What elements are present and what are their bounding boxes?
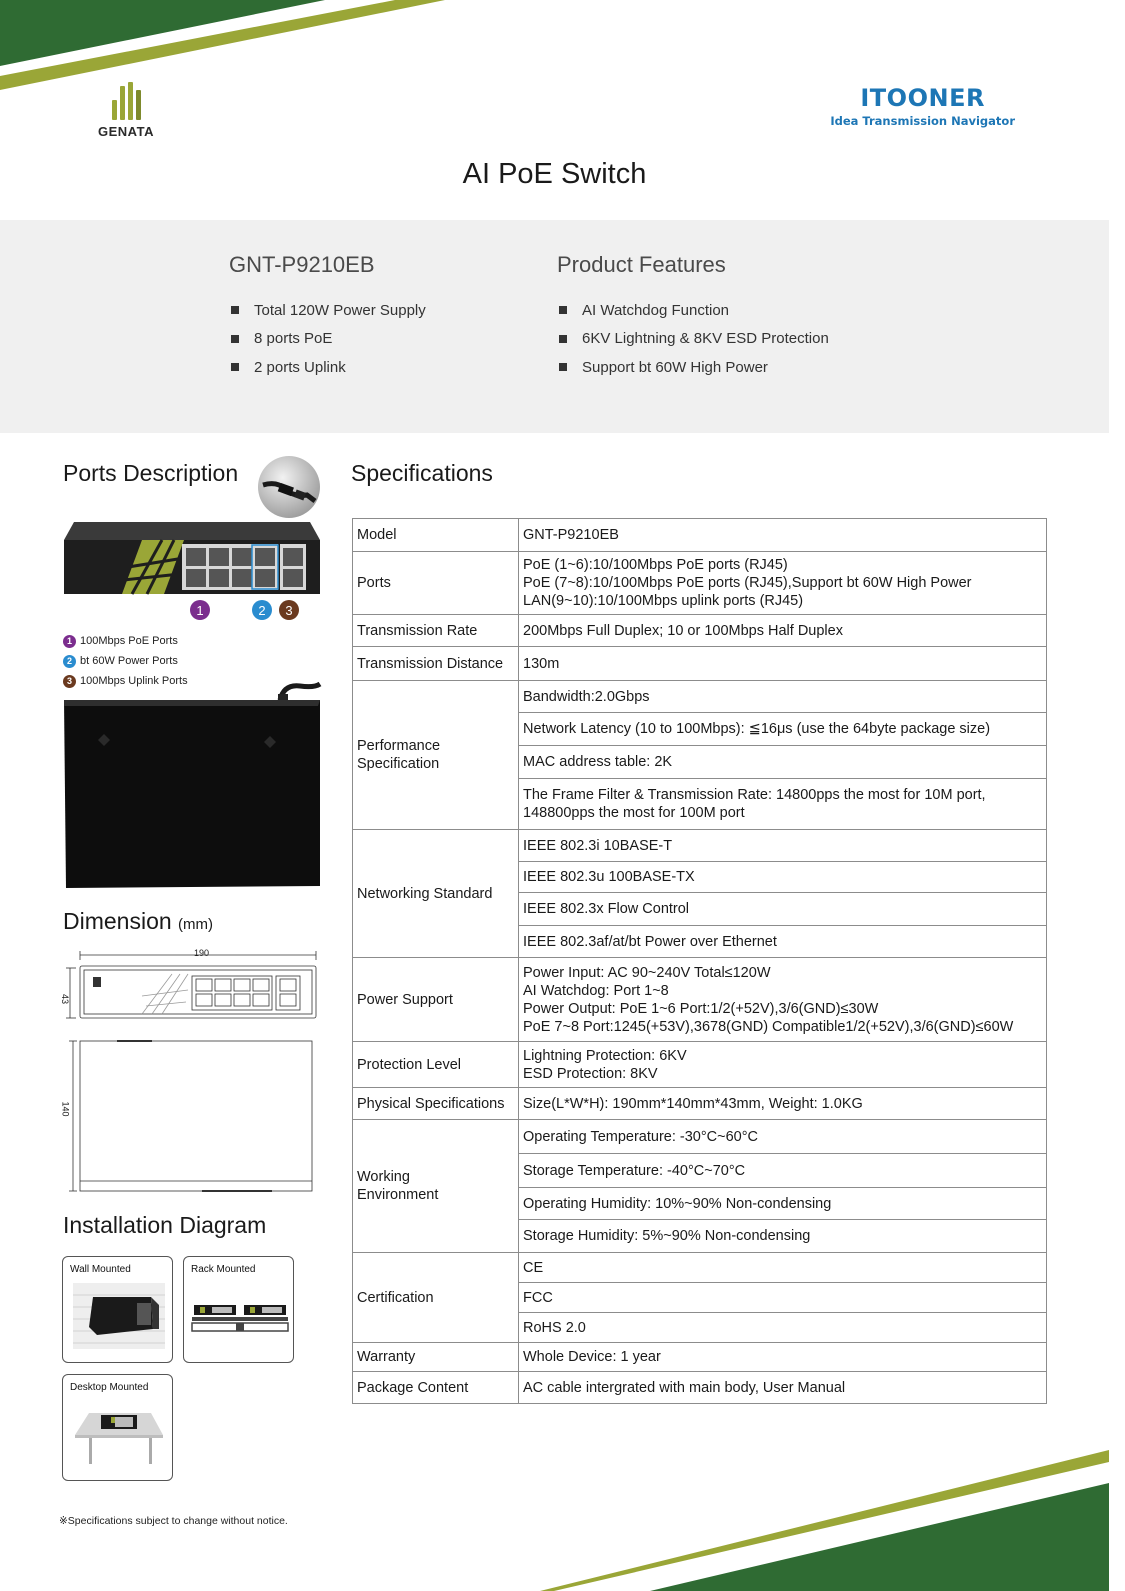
spec-value: IEEE 802.3x Flow Control (519, 893, 1047, 926)
spec-label: Certification (353, 1253, 519, 1343)
spec-value: IEEE 802.3u 100BASE-TX (519, 862, 1047, 893)
spec-row-model (353, 519, 1047, 552)
spec-value: Lightning Protection: 6KV ESD Protection: 8KV (519, 1042, 1047, 1088)
model-heading: GNT-P9210EB (229, 252, 375, 277)
spec-value: Operating Temperature: -30°C~60°C (519, 1120, 1047, 1154)
power-cable-photo (257, 455, 321, 519)
spec-row-transmission-rate (353, 615, 1047, 647)
install-mode-label: Desktop Mounted (70, 1382, 149, 1393)
spec-value: CE (519, 1253, 1047, 1283)
spec-row-ports (353, 552, 1047, 615)
legend-item (63, 651, 188, 671)
specifications-heading: Specifications (351, 460, 493, 486)
spec-value: PoE (1~6):10/100Mbps PoE ports (RJ45) PoE (7~8):10/100Mbps PoE ports (RJ45),Support bt 60W High Power LAN(9~10):10/100Mbps uplink ports (RJ45) (519, 552, 1047, 615)
spec-row-physical (353, 1088, 1047, 1120)
svg-text:1: 1 (196, 603, 204, 618)
spec-value: Operating Humidity: 10%~90% Non-condensing (519, 1188, 1047, 1220)
dimension-heading (63, 908, 213, 935)
wall-mount-illustration (73, 1279, 165, 1351)
spec-value: Storage Temperature: -40°C~70°C (519, 1154, 1047, 1188)
spec-value: Bandwidth:2.0Gbps (519, 681, 1047, 713)
feature-bullet: 6KV Lightning & 8KV ESD Protection (557, 325, 829, 354)
spec-value: Power Input: AC 90~240V Total≤120W AI Watchdog: Port 1~8 Power Output: PoE 1~6 Port:1/2(+52V),3/6(GND)≤30W PoE 7~8 Port:1245(+53V),3678(GND) Compatible1/2(+52V),3/6(GND)≤60W (519, 958, 1047, 1042)
legend-number-badge: 1 (63, 635, 76, 648)
footnote: ※Specifications subject to change without notice. (59, 1515, 288, 1527)
spec-value: 130m (519, 647, 1047, 681)
spec-value: FCC (519, 1283, 1047, 1313)
spec-value: AC cable intergrated with main body, User Manual (519, 1372, 1047, 1404)
model-summary (229, 252, 426, 382)
switch-front-photo (62, 518, 322, 626)
spec-value: Network Latency (10 to 100Mbps): ≦16μs (use the 64byte package size) (519, 713, 1047, 746)
switch-top-photo (62, 678, 324, 890)
dimension-length-label: 190 (194, 948, 210, 958)
install-desktop-mounted (62, 1374, 173, 1481)
legend-label: bt 60W Power Ports (80, 655, 178, 667)
spec-value: GNT-P9210EB (519, 519, 1047, 552)
spec-row-warranty (353, 1343, 1047, 1372)
spec-label: Power Support (353, 958, 519, 1042)
legend-label: 100Mbps Uplink Ports (80, 675, 188, 687)
bullet-square-icon (559, 306, 567, 314)
features-heading: Product Features (557, 252, 726, 277)
bullet-square-icon (231, 306, 239, 314)
legend-item (63, 631, 188, 651)
legend-label: 100Mbps PoE Ports (80, 635, 178, 647)
spec-row-protection (353, 1042, 1047, 1088)
rack-mount-illustration (190, 1299, 290, 1335)
genata-mark-icon (112, 82, 168, 120)
spec-row-certification (353, 1253, 1047, 1283)
svg-text:3: 3 (285, 603, 293, 618)
spec-value: MAC address table: 2K (519, 746, 1047, 779)
spec-value: Whole Device: 1 year (519, 1343, 1047, 1372)
spec-row-performance (353, 681, 1047, 713)
specifications-table (352, 518, 1047, 1404)
model-bullet: 8 ports PoE (229, 325, 426, 354)
svg-text:2: 2 (258, 603, 266, 618)
genata-logo (98, 82, 168, 139)
bullet-square-icon (231, 335, 239, 343)
spec-value: RoHS 2.0 (519, 1313, 1047, 1343)
bullet-square-icon (231, 363, 239, 371)
spec-label: Working Environment (353, 1120, 519, 1253)
dimension-title: Dimension (63, 908, 172, 934)
spec-value: IEEE 802.3i 10BASE-T (519, 830, 1047, 862)
spec-label: Ports (353, 552, 519, 615)
feature-bullet: AI Watchdog Function (557, 296, 829, 325)
dimension-unit: (mm) (178, 916, 214, 933)
itooner-tagline: Idea Transmission Navigator (830, 114, 1015, 128)
model-bullet: Total 120W Power Supply (229, 296, 426, 325)
bullet-square-icon (559, 363, 567, 371)
spec-row-transmission-distance (353, 647, 1047, 681)
spec-label: Transmission Distance (353, 647, 519, 681)
install-mode-label: Wall Mounted (70, 1264, 131, 1275)
spec-label: Networking Standard (353, 830, 519, 958)
spec-value: Size(L*W*H): 190mm*140mm*43mm, Weight: 1.0KG (519, 1088, 1047, 1120)
dimension-height-label: 43 (60, 993, 71, 1005)
dimension-drawing (62, 946, 324, 1196)
spec-label: Protection Level (353, 1042, 519, 1088)
spec-label: Physical Specifications (353, 1088, 519, 1120)
spec-value: 200Mbps Full Duplex; 10 or 100Mbps Half Duplex (519, 615, 1047, 647)
spec-label: Transmission Rate (353, 615, 519, 647)
install-wall-mounted (62, 1256, 173, 1363)
itooner-logo (830, 84, 1015, 128)
product-features (557, 252, 829, 382)
legend-number-badge: 3 (63, 675, 76, 688)
feature-bullet: Support bt 60W High Power (557, 353, 829, 382)
page-title: AI PoE Switch (462, 158, 647, 190)
model-bullet: 2 ports Uplink (229, 353, 426, 382)
summary-band (0, 220, 1109, 433)
desktop-mount-illustration (71, 1405, 167, 1475)
legend-number-badge: 2 (63, 655, 76, 668)
spec-label: Model (353, 519, 519, 552)
installation-heading: Installation Diagram (63, 1212, 267, 1238)
itooner-wordmark: ITOONER (860, 84, 985, 112)
install-rack-mounted (183, 1256, 294, 1363)
spec-value: IEEE 802.3af/at/bt Power over Ethernet (519, 926, 1047, 958)
spec-row-environment (353, 1120, 1047, 1154)
spec-value: The Frame Filter & Transmission Rate: 14800pps the most for 10M port, 148800pps the most for 100M port (519, 779, 1047, 830)
ports-description-heading: Ports Description (63, 460, 239, 486)
spec-label: Package Content (353, 1372, 519, 1404)
spec-label: Warranty (353, 1343, 519, 1372)
dimension-width-label: 140 (60, 1101, 71, 1117)
spec-label: Performance Specification (353, 681, 519, 830)
spec-row-networking (353, 830, 1047, 862)
bottom-corner-graphic (540, 1450, 1109, 1591)
genata-wordmark: GENATA (98, 124, 154, 139)
top-corner-graphic (0, 0, 460, 100)
bullet-square-icon (559, 335, 567, 343)
spec-value: Storage Humidity: 5%~90% Non-condensing (519, 1220, 1047, 1253)
spec-row-power (353, 958, 1047, 1042)
install-mode-label: Rack Mounted (191, 1264, 256, 1275)
spec-row-package (353, 1372, 1047, 1404)
